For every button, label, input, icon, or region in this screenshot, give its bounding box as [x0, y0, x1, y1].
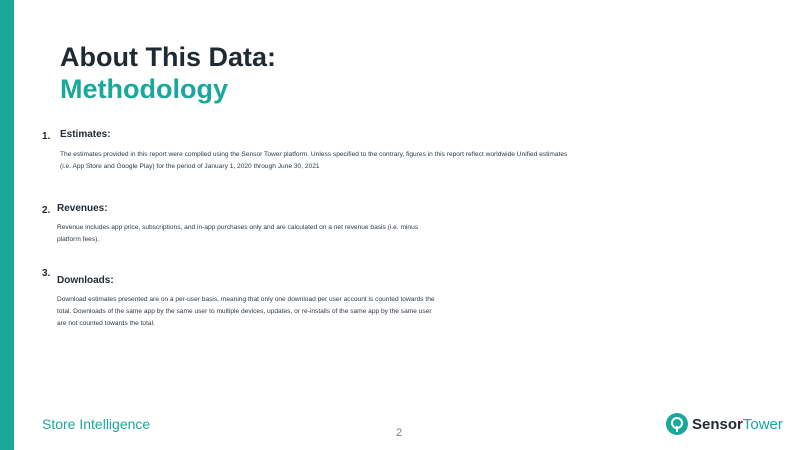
- section-1-heading: Estimates:: [60, 129, 111, 140]
- section-2-heading: Revenues:: [57, 203, 108, 214]
- brand-wordmark: [692, 416, 783, 433]
- section-3-number: 3.: [42, 268, 51, 279]
- sensor-tower-logo-icon: [666, 413, 688, 435]
- section-1-body: The estimates provided in this report were compiled using the Sensor Tower platform. Unless specified to the contrary, figures in this report reflect worldwide Unified estimates (i.e. App Store and Google Play) for the period of January 1, 2020 through June 30, 2021: [60, 151, 568, 170]
- section-2-number: 2.: [42, 205, 51, 216]
- sensor-tower-brand: [666, 413, 783, 435]
- section-1-number: 1.: [42, 131, 51, 142]
- footer-store-intelligence: Store Intelligence: [42, 416, 151, 432]
- section-3-body: Download estimates presented are on a per-user basis, meaning that only one download per user account is counted towards the total. Downloads of the same app by the same user to multiple devices, updates, or re-installs of the same app by the same user are not counted towards the total.: [57, 296, 435, 327]
- section-2-body: Revenue includes app price, subscriptions, and in-app purchases only and are calculated on a net revenue basis (i.e. minus platform fees).: [57, 224, 419, 243]
- accent-bar: [0, 0, 14, 450]
- section-3-heading: Downloads:: [57, 275, 114, 286]
- title-line-1: About This Data:: [60, 42, 276, 72]
- page-number: 2: [396, 427, 403, 439]
- slide-title: [60, 42, 276, 104]
- brand-word-tower: Tower: [742, 415, 783, 433]
- brand-word-sensor: Sensor: [692, 415, 743, 433]
- title-line-2: Methodology: [60, 74, 228, 104]
